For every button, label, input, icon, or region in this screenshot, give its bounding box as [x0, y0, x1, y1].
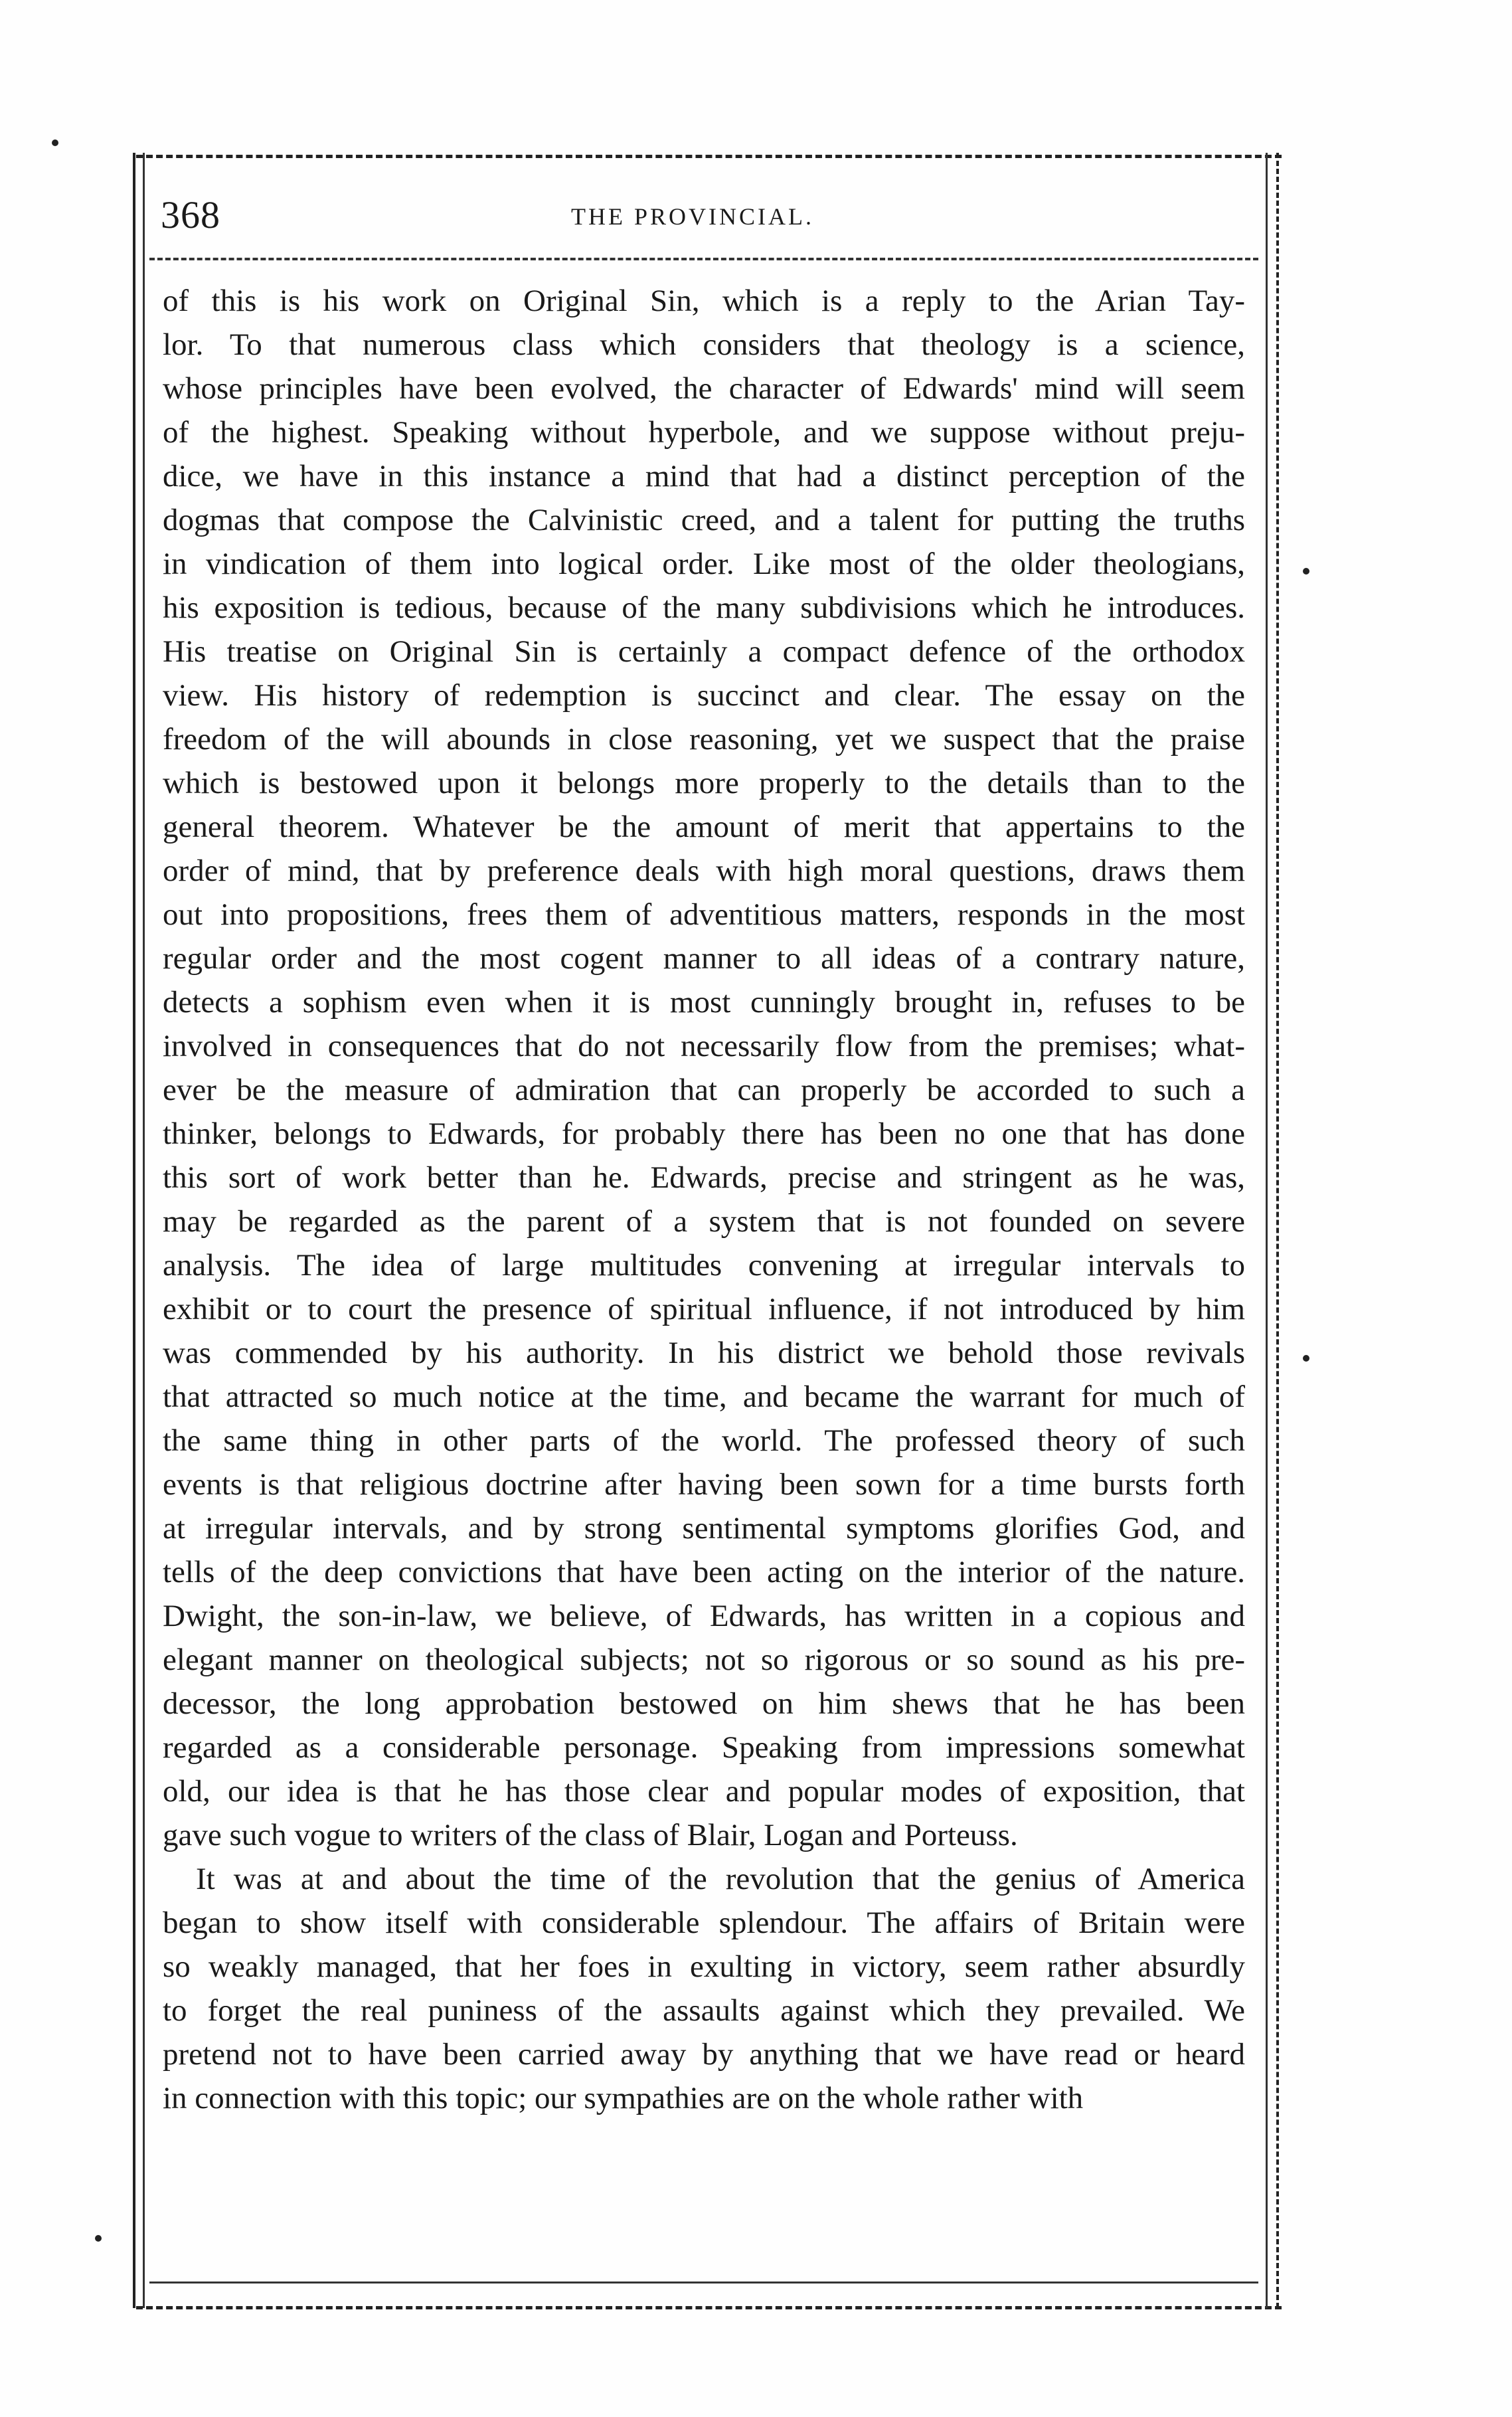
text-line: out into propositions, frees them of adventitious matters, responds in the most: [163, 897, 1245, 932]
text-line: elegant manner on theological subjects; not so rigorous or so sound as his pre-: [163, 1643, 1245, 1677]
text-line: order of mind, that by preference deals with high moral questions, draws them: [163, 853, 1245, 888]
text-line: at irregular intervals, and by strong sentimental symptoms glorifies God, and: [163, 1511, 1245, 1546]
text-line: detects a sophism even when it is most cunningly brought in, refuses to be: [163, 985, 1245, 1020]
text-line: ever be the measure of admiration that can properly be accorded to such a: [163, 1073, 1245, 1107]
header-divider: [149, 258, 1258, 260]
text-line: the same thing in other parts of the world. The professed theory of such: [163, 1423, 1245, 1458]
running-title: THE PROVINCIAL.: [571, 203, 814, 230]
text-line: which is bestowed upon it belongs more properly to the details than to the: [163, 766, 1245, 800]
frame-left-inner-rule: [143, 153, 145, 2308]
text-line: old, our idea is that he has those clear and popular modes of exposition, that: [163, 1774, 1245, 1809]
text-line: in connection with this topic; our sympathies are on the whole rather with: [163, 2081, 1084, 2115]
text-line: pretend not to have been carried away by anything that we have read or heard: [163, 2037, 1245, 2072]
text-line: involved in consequences that do not necessarily flow from the premises; what-: [163, 1029, 1245, 1063]
frame-top-rule: [136, 155, 1282, 158]
text-line: gave such vogue to writers of the class of Blair, Logan and Porteuss.: [163, 1818, 1018, 1852]
text-line: was commended by his authority. In his district we behold those revivals: [163, 1336, 1245, 1370]
text-line: events is that religious doctrine after having been sown for a time bursts forth: [163, 1467, 1245, 1502]
text-line: Dwight, the son-in-law, we believe, of Edwards, has written in a copious and: [163, 1599, 1245, 1633]
text-line: regular order and the most cogent manner to all ideas of a contrary nature,: [163, 941, 1245, 976]
paragraph: [163, 279, 1245, 1857]
page-number: 368: [161, 193, 220, 236]
frame-right-inner-rule: [1266, 153, 1268, 2308]
stray-mark-dot: [52, 139, 58, 146]
text-line: general theorem. Whatever be the amount of merit that appertains to the: [163, 810, 1245, 844]
text-line: so weakly managed, that her foes in exulting in victory, seem rather absurdly: [163, 1949, 1245, 1984]
frame-right-outer-rule: [1276, 153, 1279, 2308]
text-line: tells of the deep convictions that have been acting on the interior of the nature.: [163, 1555, 1245, 1589]
text-line: thinker, belongs to Edwards, for probably there has been no one that has done: [163, 1117, 1245, 1151]
text-line: regarded as a considerable personage. Speaking from impressions somewhat: [163, 1730, 1245, 1765]
text-line: his exposition is tedious, because of the many subdivisions which he introduces.: [163, 590, 1245, 625]
stray-mark-dot: [1303, 1355, 1309, 1362]
text-line: whose principles have been evolved, the character of Edwards' mind will seem: [163, 371, 1245, 406]
frame-bottom-rule: [136, 2306, 1282, 2309]
paragraph: [163, 1857, 1245, 2120]
text-line: dogmas that compose the Calvinistic creed, and a talent for putting the truths: [163, 503, 1245, 537]
stray-mark-dot: [95, 2235, 102, 2242]
text-line: view. His history of redemption is succinct and clear. The essay on the: [163, 678, 1245, 713]
footer-divider: [149, 2282, 1258, 2283]
text-line: may be regarded as the parent of a system that is not founded on severe: [163, 1204, 1245, 1239]
text-line: dice, we have in this instance a mind that had a distinct perception of the: [163, 459, 1245, 493]
stray-mark-dot: [1303, 568, 1309, 575]
text-line: freedom of the will abounds in close reasoning, yet we suspect that the praise: [163, 722, 1245, 757]
text-line: in vindication of them into logical order. Like most of the older theologians,: [163, 547, 1245, 581]
text-line: began to show itself with considerable splendour. The affairs of Britain were: [163, 1906, 1245, 1940]
frame-left-outer-rule: [133, 153, 135, 2308]
text-line: decessor, the long approbation bestowed on him shews that he has been: [163, 1686, 1245, 1721]
text-line: of the highest. Speaking without hyperbole, and we suppose without preju-: [163, 415, 1245, 450]
text-line: of this is his work on Original Sin, which is a reply to the Arian Tay-: [163, 284, 1245, 318]
text-line: It was at and about the time of the revolution that the genius of America: [196, 1862, 1245, 1896]
text-line: that attracted so much notice at the time, and became the warrant for much of: [163, 1380, 1245, 1414]
text-line: analysis. The idea of large multitudes convening at irregular intervals to: [163, 1248, 1245, 1283]
text-line: lor. To that numerous class which considers that theology is a science,: [163, 327, 1245, 362]
body-text: [163, 279, 1245, 2120]
text-line: to forget the real puniness of the assaults against which they prevailed. We: [163, 1993, 1245, 2028]
text-line: this sort of work better than he. Edwards, precise and stringent as he was,: [163, 1160, 1245, 1195]
text-line: His treatise on Original Sin is certainly a compact defence of the orthodox: [163, 634, 1245, 669]
text-line: exhibit or to court the presence of spiritual influence, if not introduced by him: [163, 1292, 1245, 1326]
